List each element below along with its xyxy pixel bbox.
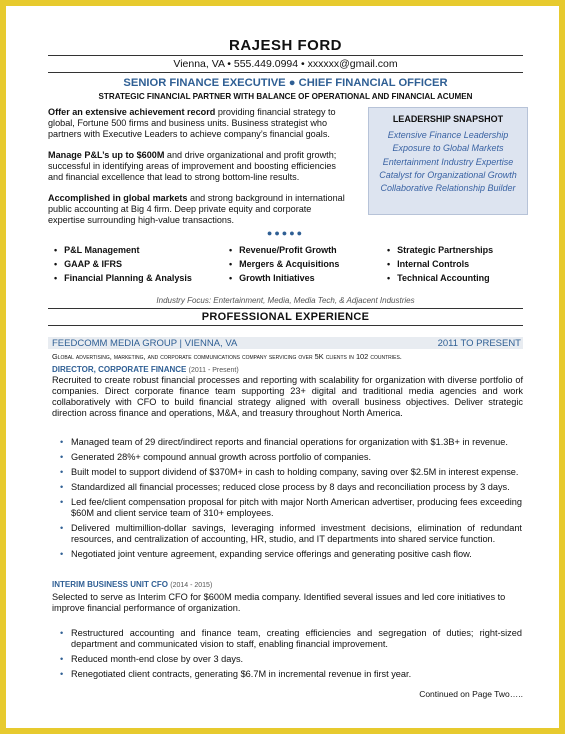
- company-description: Global advertising, marketing, and corporate communications company servicing over 5K clients in 102 countries.: [52, 352, 402, 361]
- headline: SENIOR FINANCE EXECUTIVE ● CHIEF FINANCIAL OFFICER: [123, 77, 448, 89]
- list-item: • Managed team of 29 direct/indirect reports and financial operations for organization with $1.3B+ in revenue.: [60, 437, 522, 448]
- snapshot-item: Extensive Finance Leadership: [387, 130, 509, 140]
- skill-item: • Growth Initiatives: [229, 273, 387, 284]
- summary-section: [48, 107, 348, 236]
- candidate-name: RAJESH FORD: [228, 37, 342, 54]
- skill-item: • Technical Accounting: [387, 273, 524, 284]
- snapshot-list: [369, 129, 527, 195]
- continued-note: Continued on Page Two…..: [419, 689, 523, 699]
- role-title: INTERIM BUSINESS UNIT CFO (2014 - 2015): [52, 580, 213, 589]
- skill-item: • Revenue/Profit Growth: [229, 245, 387, 256]
- list-item: • Led fee/client compensation proposal for pitch with major North American advertiser, producing fees exceeding $60M and client service team of 310+ employees.: [60, 497, 522, 519]
- list-item: • Renegotiated client contracts, generating $6.7M in incremental revenue in first year.: [60, 669, 522, 680]
- industry-focus: Industry Focus: Entertainment, Media, Media Tech, & Adjacent Industries: [156, 296, 415, 305]
- achievement-list: [60, 437, 522, 564]
- snapshot-item: Collaborative Relationship Builder: [380, 183, 516, 194]
- role-title: DIRECTOR, CORPORATE FINANCE (2011 - Present): [52, 365, 239, 374]
- role-dates: (2014 - 2015): [170, 582, 213, 589]
- summary-paragraph: Offer an extensive achievement record providing financial strategy to global, Fortune 500 firms and business units. Business strategist who partners with Executive Leaders to achieve company’s financial goals.: [48, 107, 336, 139]
- section-title: PROFESSIONAL EXPERIENCE: [201, 311, 370, 323]
- contact-info: Vienna, VA • 555.449.0994 • xxxxxx@gmail.com: [173, 58, 398, 70]
- list-item: • Generated 28%+ compound annual growth across portfolio of companies.: [60, 452, 522, 463]
- leadership-snapshot-box: [368, 107, 528, 215]
- role-dates: (2011 - Present): [188, 367, 239, 374]
- divider-line: [48, 325, 523, 326]
- skill-item: • GAAP & IFRS: [54, 259, 229, 270]
- list-item: • Standardized all financial processes; reduced close process by 8 days and reconciliation process by 3 days.: [60, 482, 522, 493]
- snapshot-item: Catalyst for Organizational Growth: [379, 169, 517, 180]
- list-item: • Delivered multimillion-dollar savings, leveraging informed investment decisions, elimination of redundant resources, and centralization of accounting, HR, studio, and IT departments into shared service function.: [60, 523, 522, 545]
- summary-paragraph: Manage P&L’s up to $600M and drive organizational and profit growth; successful in identifying areas of improvement and boosting efficiencies and financial excellence that lead to strong bottom-line results.: [48, 150, 337, 182]
- skill-item: • Mergers & Acquisitions: [229, 259, 387, 270]
- skill-item: • P&L Management: [54, 245, 229, 256]
- achievement-list: [60, 628, 522, 684]
- employment-dates: 2011 TO PRESENT: [437, 338, 521, 349]
- divider-line: [48, 308, 523, 309]
- list-item: • Built model to support dividend of $370M+ in cash to holding company, saving over $2.5M in interest expense.: [60, 467, 522, 478]
- snapshot-item: Exposure to Global Markets: [392, 143, 504, 154]
- snapshot-item: Entertainment Industry Expertise: [382, 156, 514, 167]
- company-name: FEEDCOMM MEDIA GROUP | VIENNA, VA: [52, 338, 238, 349]
- role-description: Selected to serve as Interim CFO for $600M media company. Identified several issues and led core initiatives to improve financial performance of organization.: [52, 592, 506, 613]
- snapshot-title: LEADERSHIP SNAPSHOT: [392, 114, 504, 124]
- list-item: • Negotiated joint venture agreement, expanding service offerings and generating positive cash flow.: [60, 549, 522, 560]
- skill-item: • Financial Planning & Analysis: [54, 273, 229, 284]
- role-description: Recruited to create robust financial processes and reporting with scalability for organization with diverse portfolio of companies. Direct corporate finance team supporting 23+ digital and traditional media agencies and work collaboratively with CFO to build financial strategy aligned with overall business objectives. Deliver strategic direction across finance and operations, M&A, and treasury throughout North America.: [52, 375, 523, 418]
- subheadline: STRATEGIC FINANCIAL PARTNER WITH BALANCE OF OPERATIONAL AND FINANCIAL ACUMEN: [98, 92, 473, 101]
- list-item: • Restructured accounting and finance team, creating efficiencies and segregation of duties; right-sized department and communicated vision to staff, enabling financial improvement.: [60, 628, 522, 650]
- skills-grid: [54, 245, 524, 284]
- summary-paragraph: Accomplished in global markets and strong background in international public accounting at Big 4 firm. Deep private equity and corporate expertise surrounding high-value transactions.: [48, 193, 345, 225]
- dot-divider: ●●●●●: [266, 228, 305, 238]
- list-item: • Reduced month-end close by over 3 days.: [60, 654, 522, 665]
- skill-item: • Strategic Partnerships: [387, 245, 524, 256]
- divider-line: [48, 72, 523, 73]
- divider-line: [48, 55, 523, 56]
- skill-item: • Internal Controls: [387, 259, 524, 270]
